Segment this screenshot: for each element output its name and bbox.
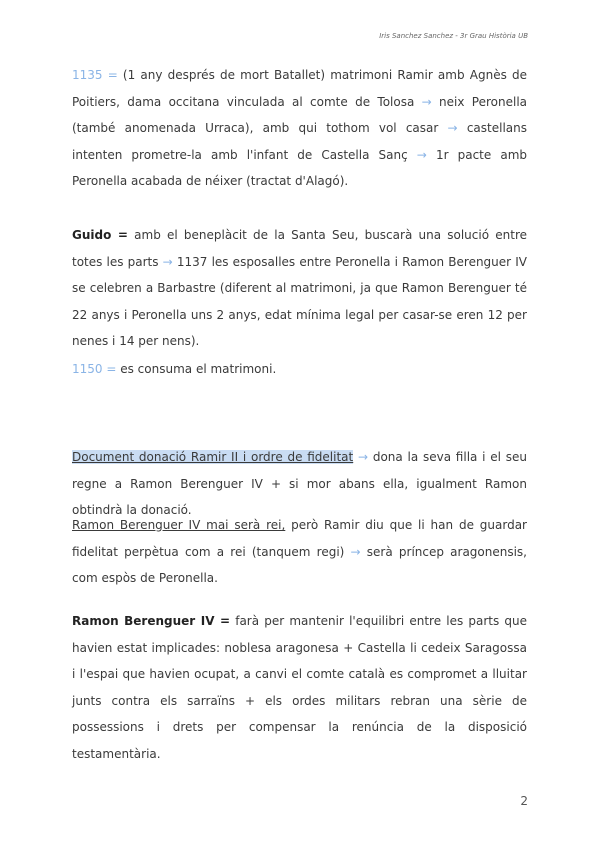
arrow-icon: → [358, 450, 369, 464]
arrow-icon: → [350, 544, 361, 559]
text: castellans intenten prometre-la amb l'infant de Castella Sanç [72, 121, 527, 162]
paragraph-1135 [72, 62, 527, 195]
arrow-icon: → [447, 121, 458, 135]
page-number: 2 [520, 794, 528, 808]
term-ramon: Ramon Berenguer IV = [72, 614, 231, 628]
text: 1137 les esposalles entre Peronella i Ramon Berenguer IV se celebren a Barbastre (diferent al matrimoni, ja que Ramon Berenguer té 22 anys i Peronella uns 2 anys, edat mínima legal per casar-se eren 12 per nenes i 14 per nens). [72, 254, 527, 348]
date-1150: 1150 = [72, 362, 117, 376]
paragraph-1150 [72, 356, 527, 383]
text: 1r pacte amb Peronella acabada de néixer (tractat d'Alagó). [72, 147, 527, 188]
text: neix Peronella (també anomenada Urraca), amb qui tothom vol casar [72, 94, 528, 135]
text: (1 any després de mort Batallet) matrimoni Ramir amb Agnès de Poitiers, dama occitana vinculada al comte de Tolosa [72, 68, 527, 109]
underlined-statement: Ramon Berenguer IV mai serà rei, [72, 518, 286, 532]
page-header: Iris Sanchez Sanchez - 3r Grau Història UB [379, 32, 528, 40]
text: farà per mantenir l'equilibri entre les parts que havien estat implicades: noblesa aragonesa + Castella li cedeix Saragossa i l'espai que havien ocupat, a canvi el comte català es compromet a lluitar junts contra els sarraïns + els ordes militars rebran una sèrie de possessions i drets per compensar la renúncia de la disposició testamentària. [72, 614, 527, 761]
arrow-icon: → [421, 94, 432, 109]
term-guido: Guido = [72, 228, 128, 242]
arrow-icon: → [416, 147, 427, 162]
paragraph-ramon [72, 608, 527, 767]
arrow-icon: → [162, 254, 173, 269]
text: amb el beneplàcit de la Santa Seu, buscarà una solució entre totes les parts [72, 228, 528, 269]
document-link[interactable]: Document donació Ramir II i ordre de fidelitat [72, 450, 354, 464]
text: dona la seva filla i el seu regne a Ramon Berenguer IV + si mor abans ella, igualment Ramon obtindrà la donació. [72, 450, 527, 517]
text: serà príncep aragonensis, com espòs de Peronella. [72, 544, 528, 585]
date-1135: 1135 = [72, 68, 118, 82]
paragraph-rei [72, 512, 527, 592]
text: es consuma el matrimoni. [116, 362, 277, 376]
paragraph-guido [72, 222, 527, 355]
text: però Ramir diu que li han de guardar fidelitat perpètua com a rei (tanquem regi) [72, 518, 527, 559]
